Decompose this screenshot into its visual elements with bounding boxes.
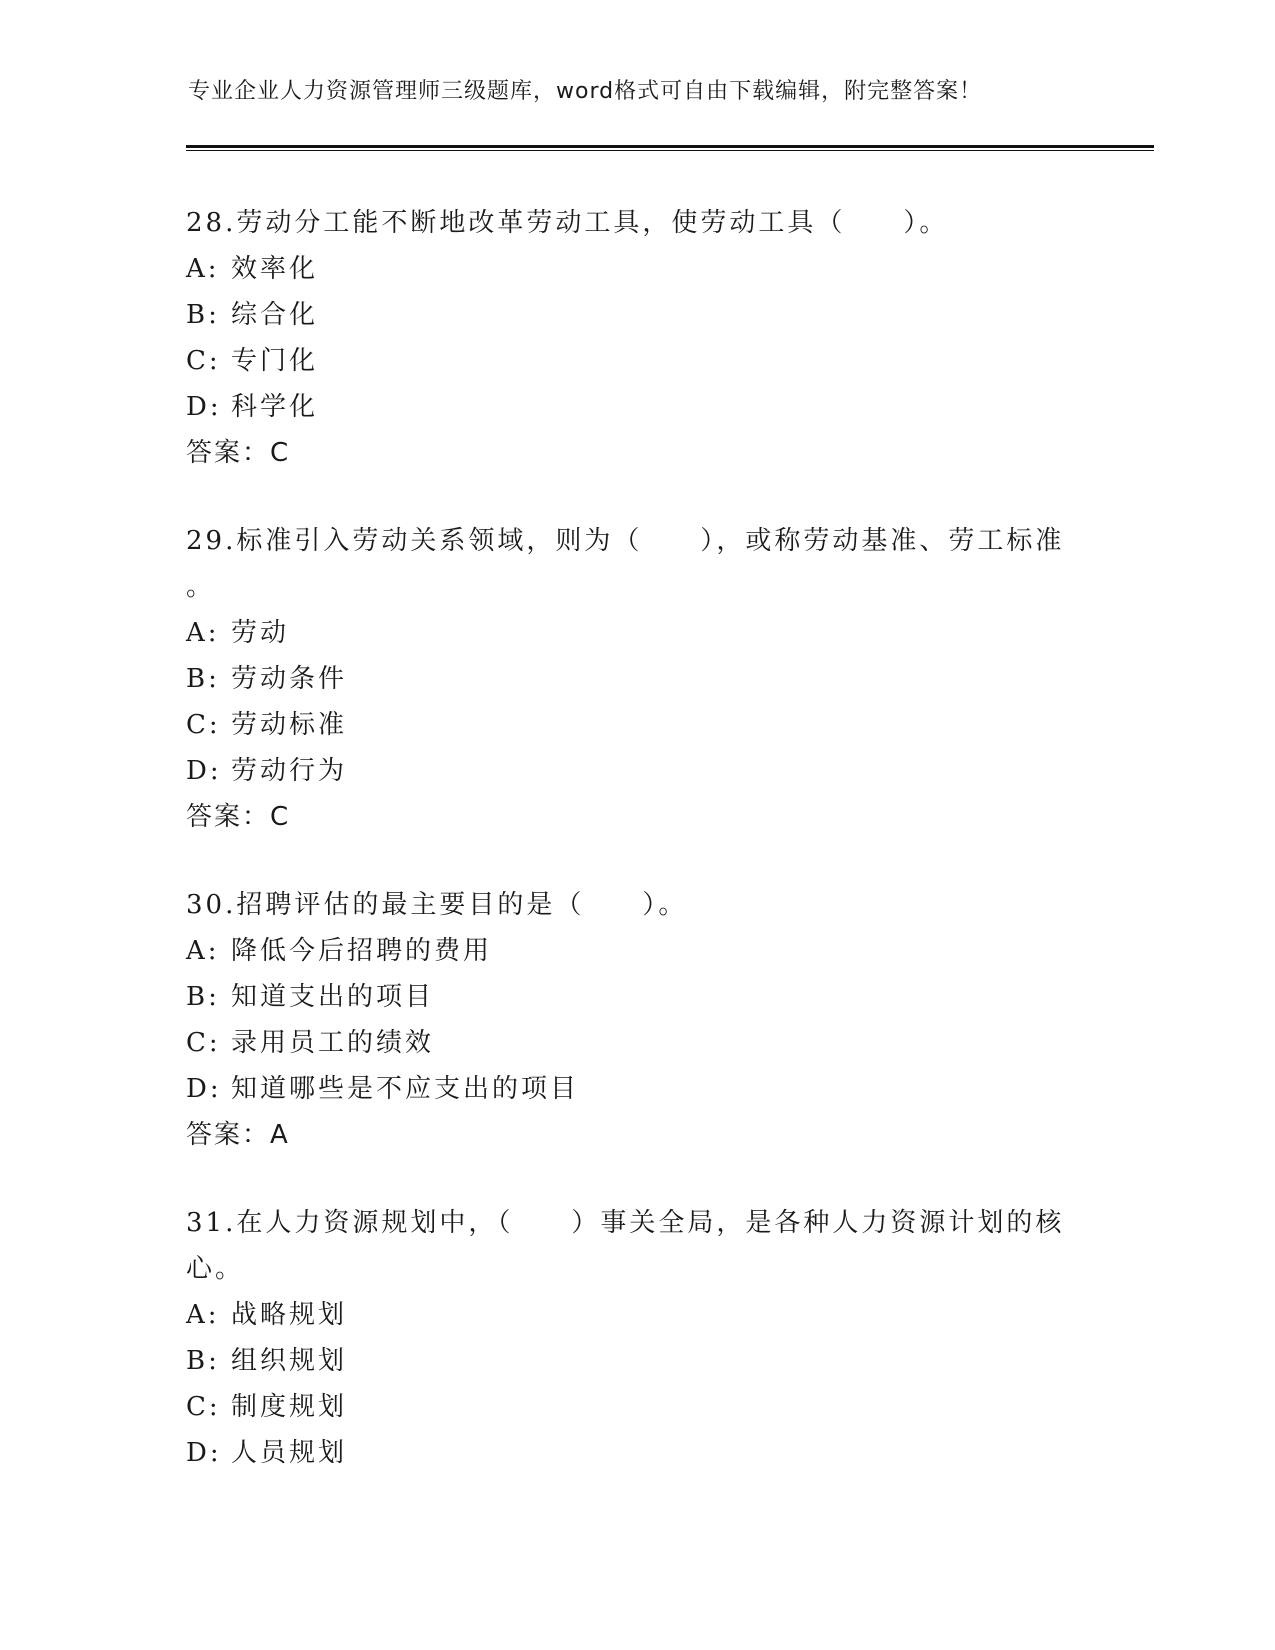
option-key: D: <box>186 1438 222 1468</box>
option-text: 知道支出的项目 <box>231 982 435 1012</box>
question-stem <box>186 518 1086 610</box>
option-text: 效率化 <box>231 254 319 284</box>
option-key: A: <box>186 254 220 284</box>
option-key: A: <box>186 936 220 966</box>
option-key: B: <box>186 300 220 330</box>
option-text: 录用员工的绩效 <box>231 1028 435 1058</box>
option-key: D: <box>186 756 222 786</box>
question-stem-line: 31.在人力资源规划中，（ ）事关全局，是各种人力资源计划的核 <box>186 1208 1065 1238</box>
option-key: C: <box>186 1028 221 1058</box>
option-c <box>186 1020 1086 1066</box>
answer-line: 答案：A <box>186 1120 290 1150</box>
question-stem <box>186 200 1086 246</box>
question-30 <box>186 882 1086 1158</box>
option-c <box>186 702 1086 748</box>
question-28 <box>186 200 1086 476</box>
option-c <box>186 1384 1086 1430</box>
option-c <box>186 338 1086 384</box>
option-text: 专门化 <box>231 346 319 376</box>
option-text: 劳动标准 <box>231 710 348 740</box>
answer-line: 答案：C <box>186 802 291 832</box>
option-key: C: <box>186 710 221 740</box>
option-text: 劳动 <box>231 618 290 648</box>
option-text: 劳动条件 <box>231 664 348 694</box>
option-b <box>186 974 1086 1020</box>
question-stem <box>186 882 1086 928</box>
option-key: D: <box>186 392 222 422</box>
option-text: 人员规划 <box>231 1438 348 1468</box>
question-31 <box>186 1200 1086 1476</box>
option-b <box>186 1338 1086 1384</box>
header-rule-thick <box>186 145 1154 148</box>
header-rule-thin <box>186 150 1154 151</box>
option-text: 组织规划 <box>231 1346 348 1376</box>
question-stem-line: 。 <box>186 572 216 602</box>
option-text: 制度规划 <box>231 1392 348 1422</box>
question-stem-line: 心。 <box>186 1254 245 1284</box>
option-text: 综合化 <box>231 300 319 330</box>
option-text: 知道哪些是不应支出的项目 <box>231 1074 580 1104</box>
option-d <box>186 1066 1086 1112</box>
option-key: C: <box>186 1392 221 1422</box>
option-d <box>186 384 1086 430</box>
question-stem <box>186 1200 1086 1292</box>
option-d <box>186 748 1086 794</box>
question-stem-line: 28.劳动分工能不断地改革劳动工具，使劳动工具（ ）。 <box>186 208 949 238</box>
option-key: B: <box>186 664 220 694</box>
option-key: B: <box>186 1346 220 1376</box>
option-a <box>186 1292 1086 1338</box>
option-text: 降低今后招聘的费用 <box>231 936 493 966</box>
page-header: 专业企业人力资源管理师三级题库，word格式可自由下载编辑，附完整答案！ <box>188 79 983 104</box>
option-text: 科学化 <box>231 392 319 422</box>
option-text: 劳动行为 <box>231 756 348 786</box>
option-key: D: <box>186 1074 222 1104</box>
question-stem-line: 29.标准引入劳动关系领域，则为（ ），或称劳动基准、劳工标准 <box>186 526 1065 556</box>
option-a <box>186 928 1086 974</box>
question-29 <box>186 518 1086 840</box>
option-a <box>186 246 1086 292</box>
option-b <box>186 656 1086 702</box>
option-key: B: <box>186 982 220 1012</box>
option-key: A: <box>186 618 220 648</box>
answer-line: 答案：C <box>186 438 291 468</box>
option-key: C: <box>186 346 221 376</box>
option-d <box>186 1430 1086 1476</box>
option-b <box>186 292 1086 338</box>
option-key: A: <box>186 1300 220 1330</box>
option-text: 战略规划 <box>231 1300 348 1330</box>
option-a <box>186 610 1086 656</box>
question-stem-line: 30.招聘评估的最主要目的是（ ）。 <box>186 890 688 920</box>
